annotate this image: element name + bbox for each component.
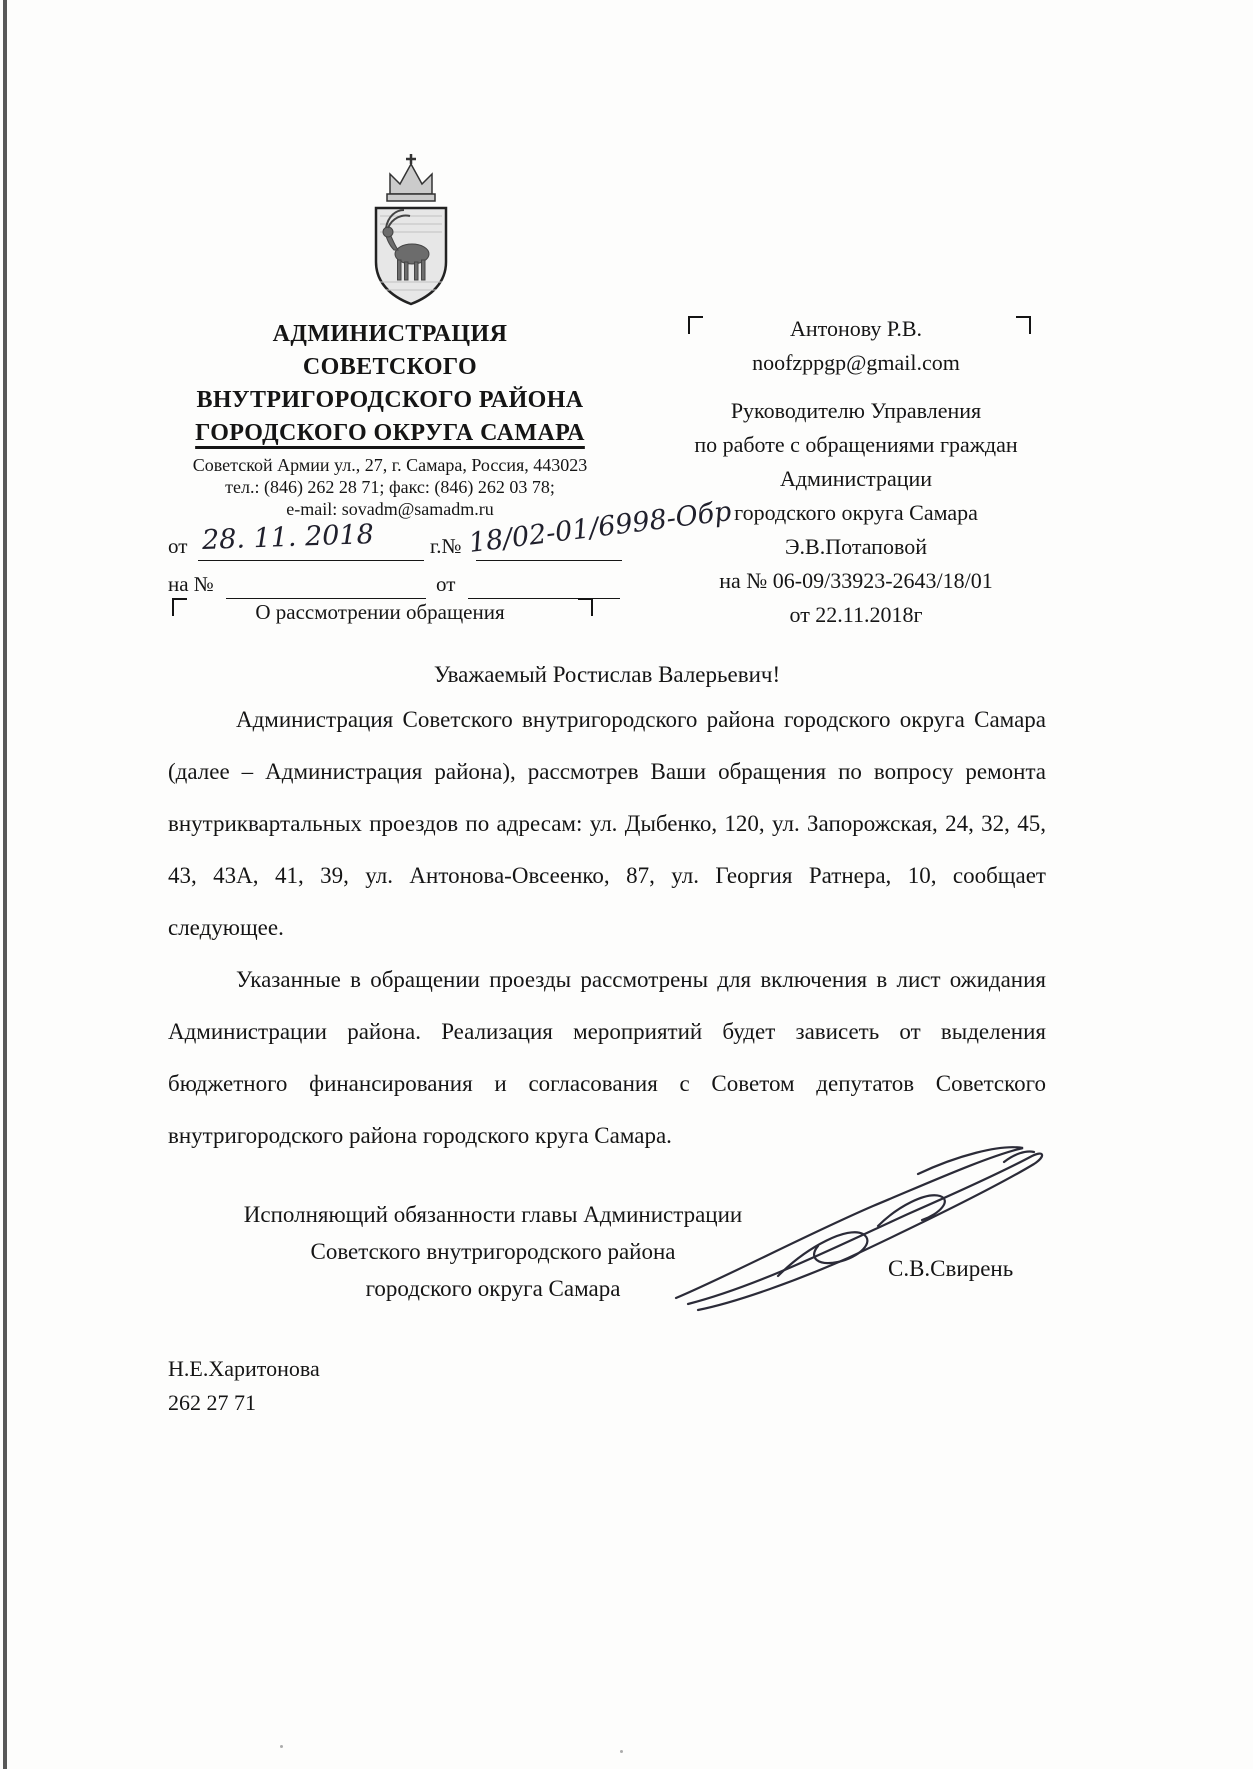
signer-title-line: Советского внутригородского района <box>310 1239 676 1264</box>
handwritten-number: 18/02-01/6998-Обр <box>467 496 734 559</box>
executor-block <box>168 1352 320 1420</box>
recipient-email: noofzppgp@gmail.com <box>752 350 960 375</box>
org-name-line: ВНУТРИГОРОДСКОГО РАЙОНА <box>196 387 584 413</box>
handwritten-signature <box>658 1126 1048 1326</box>
org-email-line: e-mail: sovadm@samadm.ru <box>286 499 494 519</box>
signer-title-line: городского округа Самара <box>365 1276 621 1301</box>
corner-mark-right <box>578 598 593 616</box>
spacer <box>672 380 1040 394</box>
recipient-ref-date: от 22.11.2018г <box>789 602 923 627</box>
recipient-line: городского округа Самара <box>734 500 978 525</box>
executor-phone: 262 27 71 <box>168 1390 256 1415</box>
body-paragraph: Администрация Советского внутригородского района городского округа Самара (далее – Администрация района), рассмотрев Ваши обращения по вопросу ремонта внутриквартальных проездов по адресам: ул. Дыбенко, 120, ул. Запорожская, 24, 32, 45, 43, 43А, 41, 39, ул. Антонова-Овсеенко, 87, ул. Георгия Ратнера, 10, сообщает следующее. <box>168 707 1046 940</box>
executor-name: Н.Е.Харитонова <box>168 1356 320 1381</box>
letter-subject: О рассмотрении обращения <box>255 600 505 624</box>
ref-ot-label: от <box>436 572 456 596</box>
recipient-block <box>672 312 1040 632</box>
scan-artifact-line <box>3 0 7 1769</box>
org-name-block <box>148 318 632 450</box>
scan-speck <box>280 1745 283 1748</box>
date-field-line <box>198 560 424 561</box>
signer-name: С.В.Свирень <box>888 1256 1014 1281</box>
ref-ot-line <box>468 598 620 599</box>
org-name-line: СОВЕТСКОГО <box>302 354 478 380</box>
recipient-line: Э.В.Потаповой <box>785 534 927 559</box>
scan-speck <box>620 1750 623 1753</box>
signer-title-line: Исполняющий обязанности главы Администрации <box>243 1202 743 1227</box>
org-name-line: АДМИНИСТРАЦИЯ <box>272 321 508 347</box>
letter-body <box>168 694 1046 1162</box>
salutation: Уважаемый Ростислав Валерьевич! <box>433 662 781 687</box>
recipient-line: Руководителю Управления <box>730 398 982 423</box>
ref-na-label: на № <box>168 572 214 596</box>
recipient-name: Антонову Р.В. <box>789 316 923 341</box>
number-field-line <box>476 560 622 561</box>
handwritten-date: 28. 11. 2018 <box>201 519 375 556</box>
org-phone-line: тел.: (846) 262 28 71; факс: (846) 262 03 78; <box>225 477 555 497</box>
corner-mark-left <box>172 598 187 616</box>
number-field-label: г.№ <box>430 534 462 558</box>
org-address-line: Советской Армии ул., 27, г. Самара, Россия, 443023 <box>192 455 588 475</box>
recipient-line: Администрации <box>779 466 933 491</box>
body-paragraph: Указанные в обращении проезды рассмотрены для включения в лист ожидания Администрации района. Реализация мероприятий будет зависеть от выделения бюджетного финансирования и согласования с Советом депутатов Советского внутригородского района городского круга Самара. <box>168 967 1046 1148</box>
recipient-ref-number: на № 06-09/33923-2643/18/01 <box>719 568 993 593</box>
org-name-line: ГОРОДСКОГО ОКРУГА САМАРА <box>195 420 585 446</box>
ref-na-line <box>226 598 426 599</box>
coat-of-arms-icon <box>352 150 470 312</box>
org-address-block <box>138 454 642 520</box>
recipient-line: по работе с обращениями граждан <box>694 432 1018 457</box>
date-field-label: от <box>168 534 188 558</box>
